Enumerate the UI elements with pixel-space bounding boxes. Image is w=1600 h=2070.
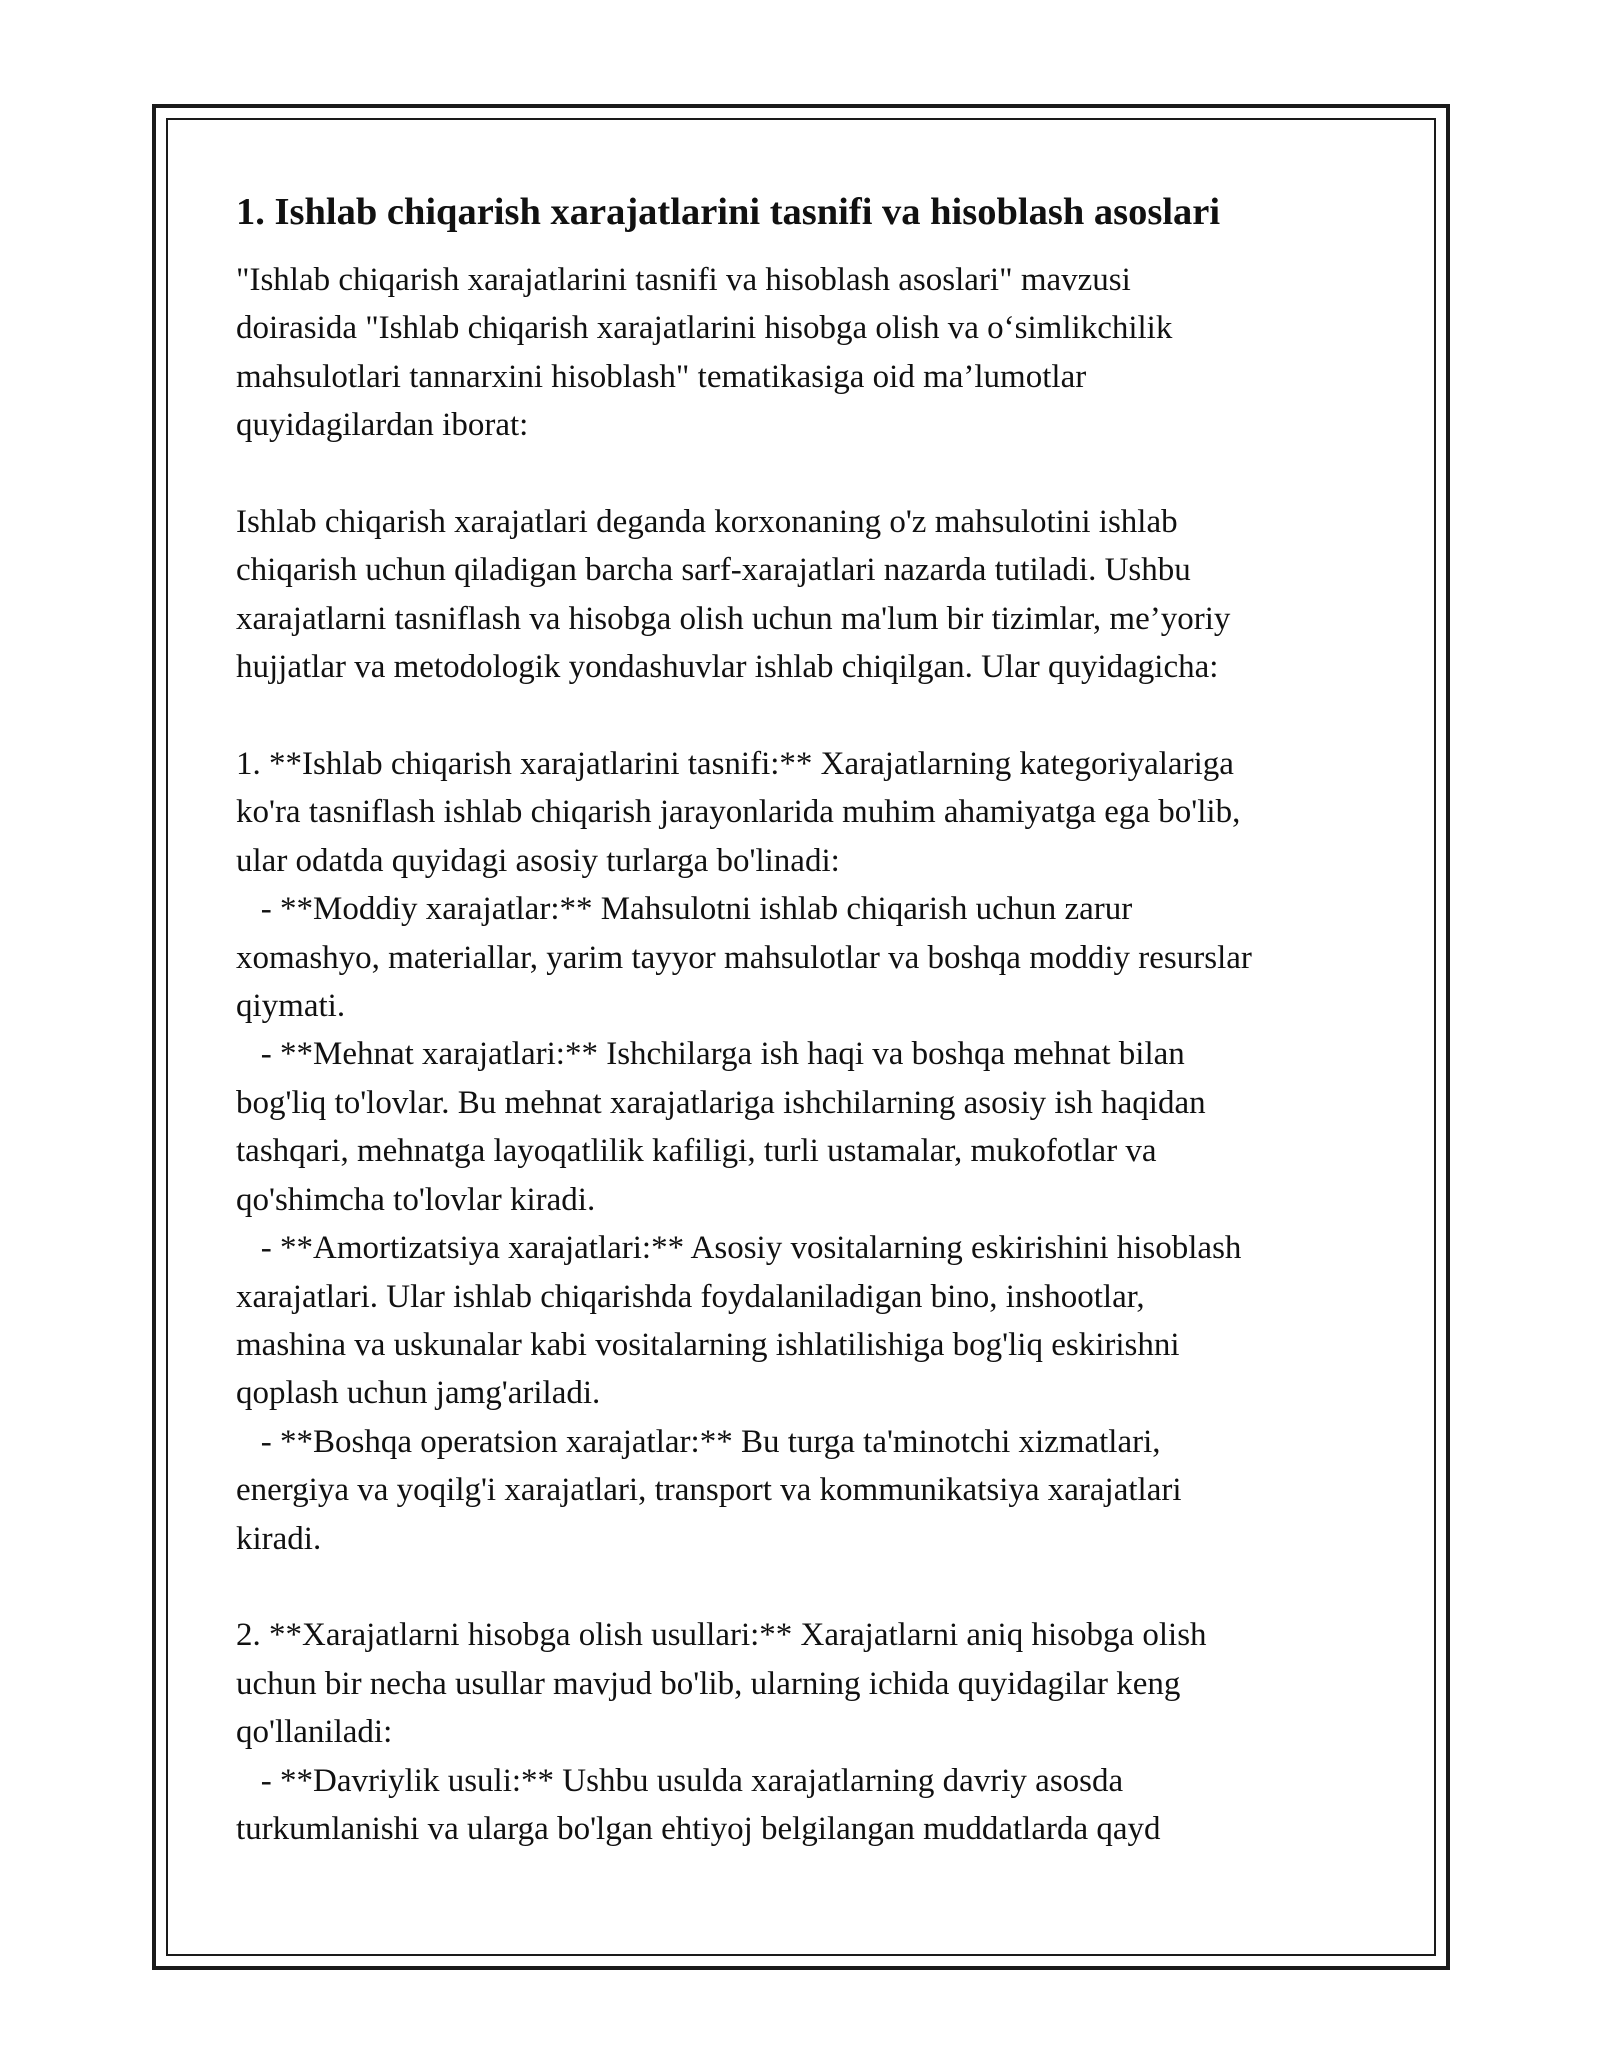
intro-paragraph	[236, 256, 1386, 450]
text-line: doirasida "Ishlab chiqarish xarajatlarini hisobga olish va o‘simlikchilik	[236, 310, 1173, 347]
section-1-cost-classification	[236, 740, 1386, 1563]
list-item-line: - **Moddiy xarajatlar:** Mahsulotni ishlab chiqarish uchun zarur	[236, 891, 1133, 928]
text-line: qo'shimcha to'lovlar kiradi.	[236, 1181, 596, 1218]
list-item-line: - **Mehnat xarajatlari:** Ishchilarga ish haqi va boshqa mehnat bilan	[236, 1036, 1185, 1073]
text-line: xarajatlarni tasniflash va hisobga olish uchun ma'lum bir tizimlar, me’yoriy	[236, 600, 1231, 637]
list-item-line: - **Davriylik usuli:** Ushbu usulda xarajatlarning davriy asosda	[236, 1762, 1124, 1799]
text-line: xarajatlari. Ular ishlab chiqarishda foydalaniladigan bino, inshootlar,	[236, 1278, 1145, 1315]
text-line: "Ishlab chiqarish xarajatlarini tasnifi va hisoblash asoslari" mavzusi	[236, 262, 1131, 298]
text-line: quyidagilardan iborat:	[236, 407, 529, 444]
text-line: uchun bir necha usullar mavjud bo'lib, ularning ichida quyidagilar keng	[236, 1665, 1181, 1702]
text-line: Ishlab chiqarish xarajatlari deganda korxonaning o'z mahsulotini ishlab	[236, 504, 1178, 541]
text-line: qiymati.	[236, 988, 346, 1025]
text-line: mashina va uskunalar kabi vositalarning ishlatilishiga bog'liq eskirishni	[236, 1326, 1180, 1363]
text-line: turkumlanishi va ularga bo'lgan ehtiyoj belgilangan muddatlarda qayd	[236, 1810, 1161, 1847]
text-line: mahsulotlari tannarxini hisoblash" tematikasiga oid ma’lumotlar	[236, 358, 1087, 395]
section-2-accounting-methods	[236, 1611, 1386, 1853]
definition-paragraph	[236, 498, 1386, 692]
text-line: 2. **Xarajatlarni hisobga olish usullari:** Xarajatlarni aniq hisobga olish	[236, 1617, 1207, 1654]
list-item-line: - **Amortizatsiya xarajatlari:** Asosiy vositalarning eskirishini hisoblash	[236, 1230, 1242, 1267]
text-line: hujjatlar va metodologik yondashuvlar ishlab chiqilgan. Ular quyidagicha:	[236, 649, 1219, 686]
text-line: kiradi.	[236, 1520, 322, 1557]
document-body	[236, 186, 1386, 1902]
list-item-line: - **Boshqa operatsion xarajatlar:** Bu turga ta'minotchi xizmatlari,	[236, 1423, 1161, 1460]
text-line: tashqari, mehnatga layoqatlilik kafiligi, turli ustamalar, mukofotlar va	[236, 1133, 1157, 1170]
document-title: 1. Ishlab chiqarish xarajatlarini tasnifi va hisoblash asoslari	[236, 191, 1221, 233]
text-line: ular odatda quyidagi asosiy turlarga bo'linadi:	[236, 842, 840, 879]
text-line: xomashyo, materiallar, yarim tayyor mahsulotlar va boshqa moddiy resurslar	[236, 939, 1252, 976]
text-line: bog'liq to'lovlar. Bu mehnat xarajatlariga ishchilarning asosiy ish haqidan	[236, 1084, 1206, 1121]
text-line: qoplash uchun jamg'ariladi.	[236, 1375, 601, 1412]
text-line: energiya va yoqilg'i xarajatlari, transport va kommunikatsiya xarajatlari	[236, 1472, 1182, 1509]
text-line: 1. **Ishlab chiqarish xarajatlarini tasnifi:** Xarajatlarning kategoriyalariga	[236, 746, 1234, 783]
text-line: ko'ra tasniflash ishlab chiqarish jarayonlarida muhim ahamiyatga ega bo'lib,	[236, 794, 1241, 831]
text-line: qo'llaniladi:	[236, 1714, 393, 1751]
text-line: chiqarish uchun qiladigan barcha sarf-xarajatlari nazarda tutiladi. Ushbu	[236, 552, 1191, 589]
